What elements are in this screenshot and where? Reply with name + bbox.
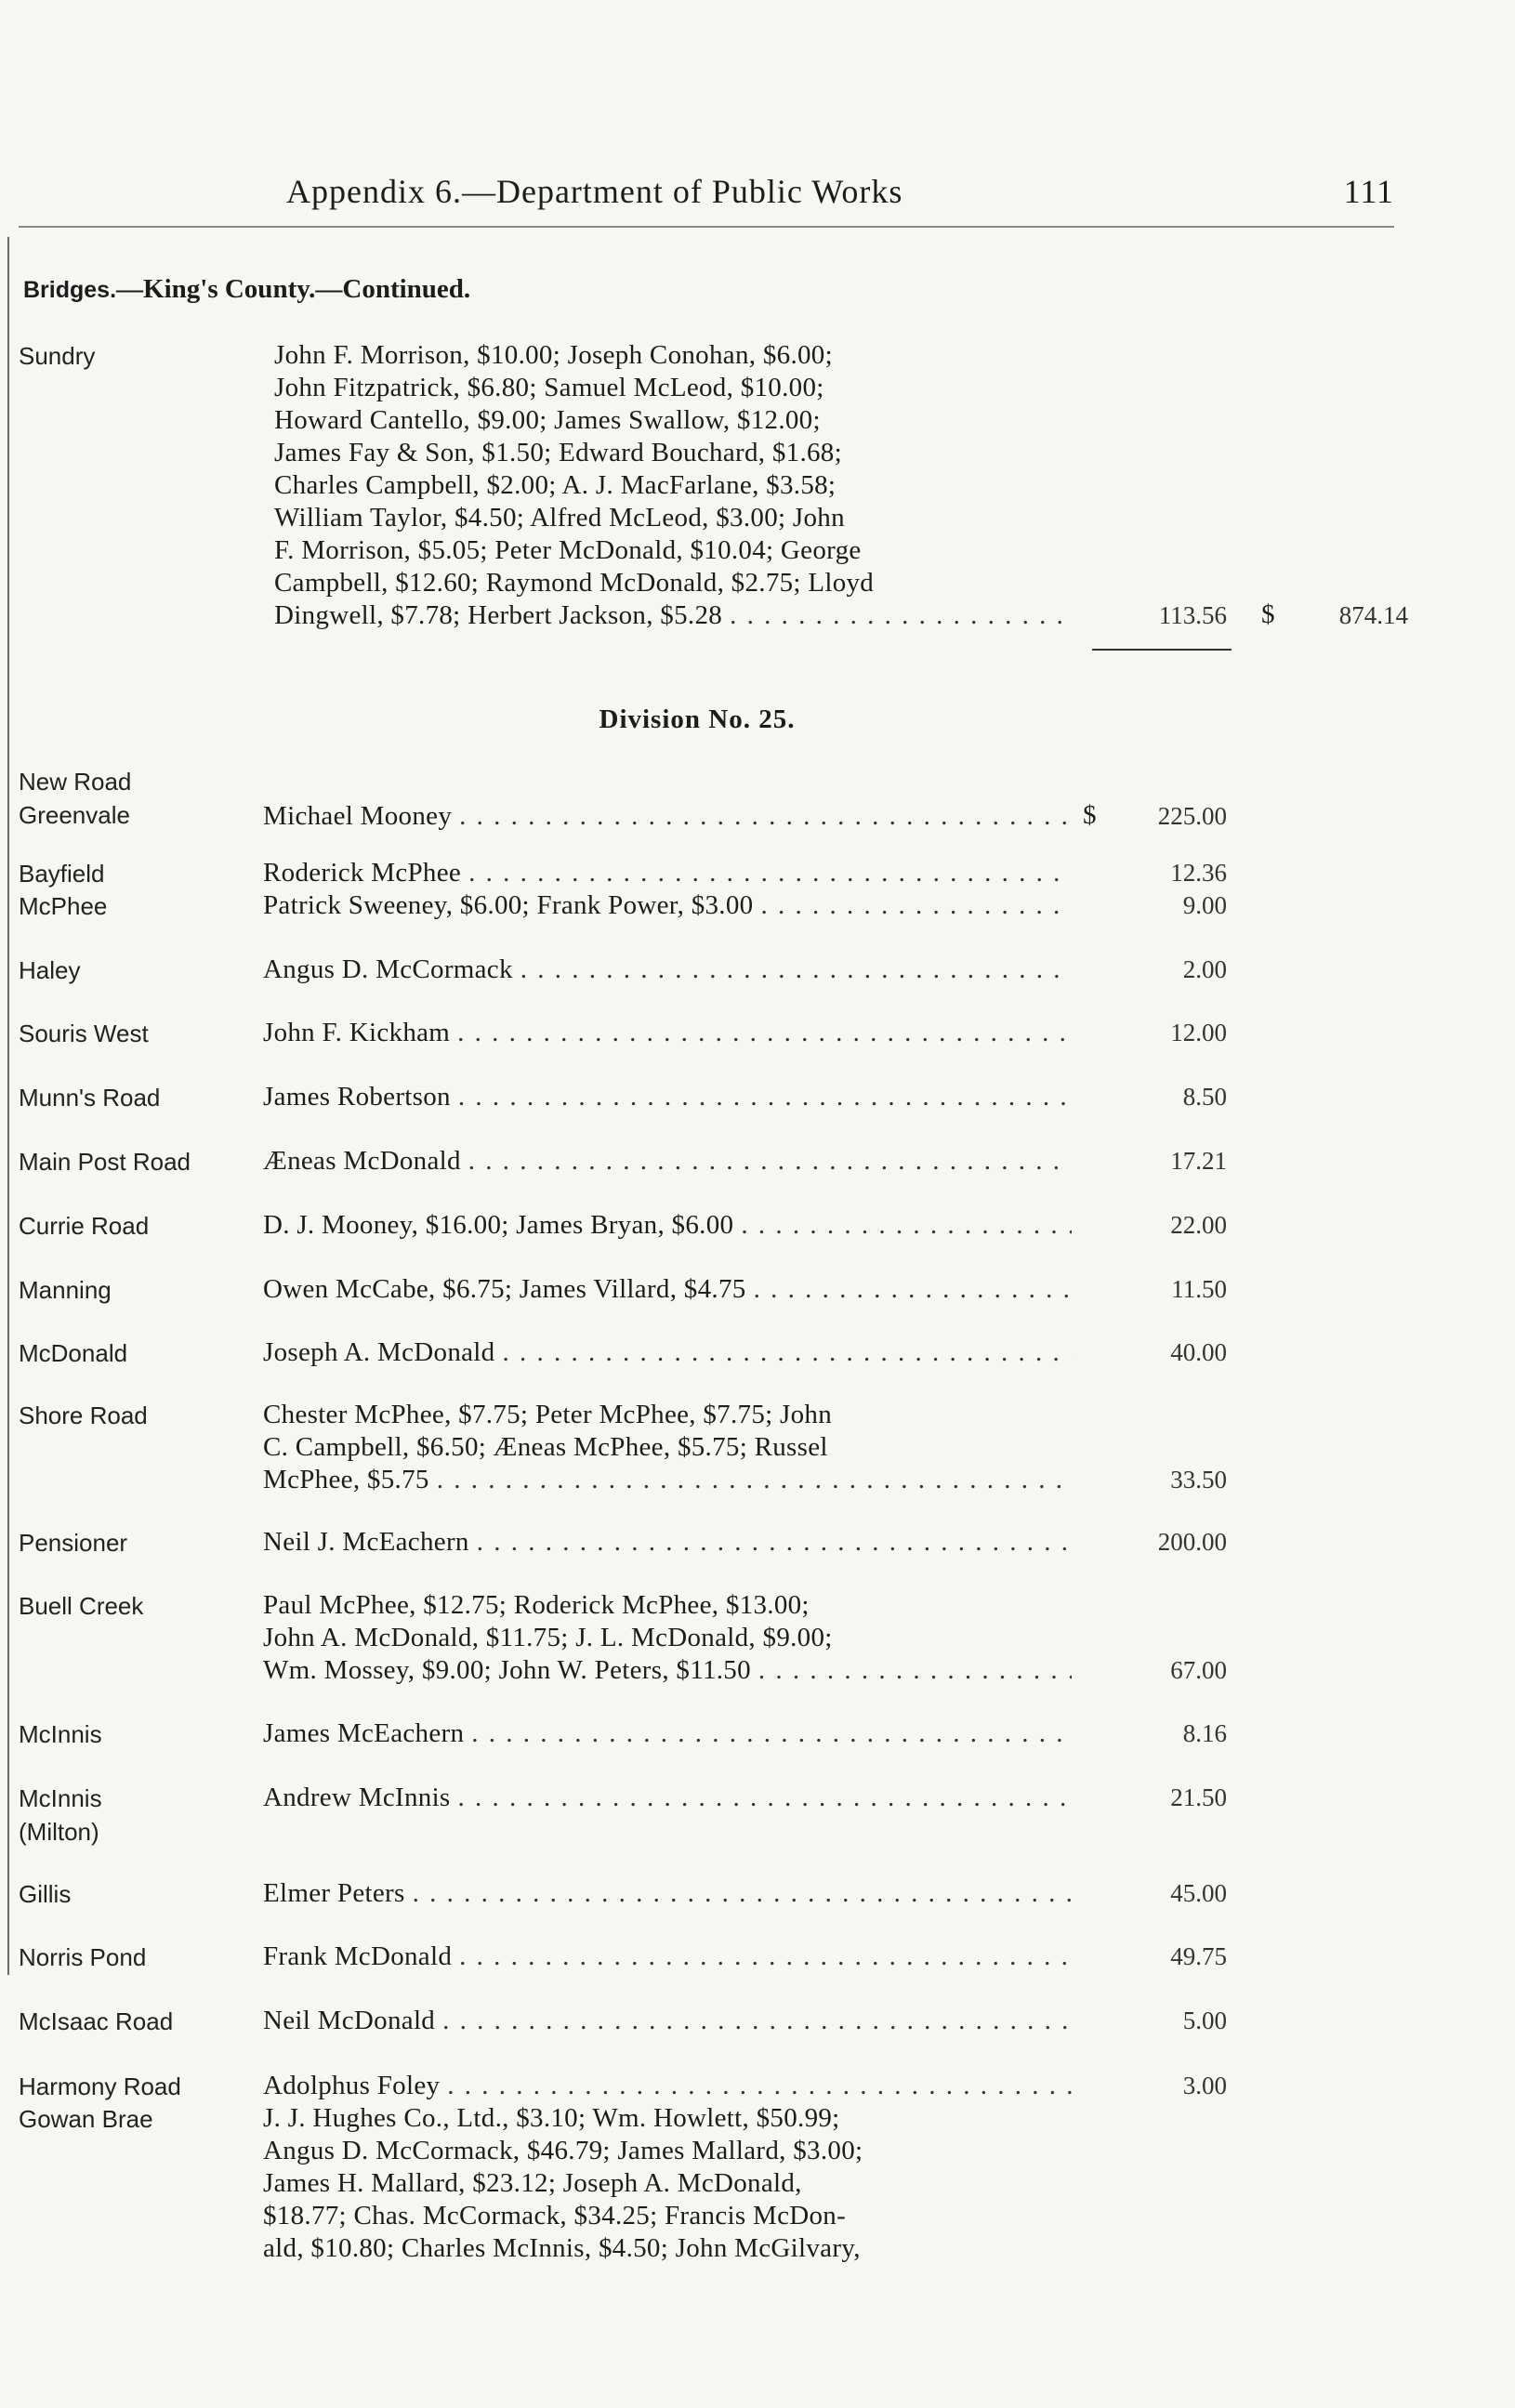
names-last-line <box>274 599 1074 632</box>
entry-place <box>19 954 232 987</box>
names-last-text: Dingwell, $7.78; Herbert Jackson, $5.28 <box>274 600 723 630</box>
entry-amount: 11.50 <box>1171 1275 1227 1303</box>
names-last-line <box>263 1081 1072 1113</box>
leader-dots <box>447 2070 1072 2102</box>
names-last-text: Andrew McInnis <box>263 1783 451 1812</box>
leader-dots <box>477 1526 1072 1559</box>
names-line: $18.77; Chas. McCormack, $34.25; Francis McDon- <box>263 2201 847 2230</box>
names-line: James Fay & Son, $1.50; Edward Bouchard, $1.68; <box>274 438 842 467</box>
entry-names <box>263 1526 1072 1559</box>
names-last-line <box>263 1526 1072 1559</box>
leader-dots <box>520 954 1072 986</box>
place-line: Souris West <box>19 1020 149 1047</box>
entry-amount: 12.36 <box>1170 859 1227 887</box>
page-number: 111 <box>1343 173 1394 210</box>
entry-amount: 225.00 <box>1157 802 1227 830</box>
entry-place <box>19 857 232 890</box>
names-last-line <box>263 800 1072 833</box>
dollar-sign: $ <box>1083 800 1097 830</box>
place-line: Bayfield <box>19 860 105 888</box>
entry-amount: 113.56 <box>1158 601 1227 629</box>
names-last-text: Elmer Peters <box>263 1878 405 1908</box>
entry-amount: 21.50 <box>1170 1783 1227 1811</box>
entry-names <box>263 1782 1072 1814</box>
entry-place <box>19 1081 232 1114</box>
leader-dots <box>413 1877 1072 1910</box>
leader-dots <box>754 1273 1072 1306</box>
leader-dots <box>758 1654 1072 1687</box>
entry-place <box>19 2005 232 2038</box>
entry-names <box>263 2005 1072 2037</box>
entry-place <box>19 1877 232 1911</box>
names-line: Paul McPhee, $12.75; Roderick McPhee, $13.00; <box>263 1590 810 1620</box>
names-last-text: D. J. Mooney, $16.00; James Bryan, $6.00 <box>263 1210 734 1240</box>
entry-amount: 200.00 <box>1157 1528 1227 1556</box>
names-last-text: Adolphus Foley <box>263 2071 441 2100</box>
names-line: Charles Campbell, $2.00; A. J. MacFarlane, $3.58; <box>274 470 837 500</box>
entry-place <box>19 1782 232 1849</box>
names-line: F. Morrison, $5.05; Peter McDonald, $10.04; George <box>274 535 862 565</box>
entry-names <box>263 1209 1072 1242</box>
names-last-line <box>263 1654 1072 1687</box>
names-last-text: Angus D. McCormack <box>263 954 513 984</box>
entry-names <box>263 800 1072 833</box>
division-heading: Division No. 25. <box>599 704 796 734</box>
running-header <box>286 172 1394 218</box>
names-last-text: Patrick Sweeney, $6.00; Frank Power, $3.00 <box>263 890 754 920</box>
leader-dots <box>741 1209 1072 1242</box>
names-line: C. Campbell, $6.50; Æneas McPhee, $5.75; Russel <box>263 1432 828 1462</box>
entry-amount: 33.50 <box>1170 1466 1227 1493</box>
entry-amount: 67.00 <box>1170 1656 1227 1684</box>
place-line: Pensioner <box>19 1529 128 1557</box>
place-line: Main Post Road <box>19 1148 191 1176</box>
leader-dots <box>442 2005 1072 2037</box>
leader-dots <box>457 1017 1072 1049</box>
names-last-line <box>263 1017 1072 1049</box>
entry-names <box>263 1941 1072 1973</box>
entry-place <box>19 1526 232 1559</box>
entry-place <box>19 1145 232 1178</box>
leader-dots <box>468 1145 1072 1178</box>
names-line: Howard Cantello, $9.00; James Swallow, $12.00; <box>274 405 821 435</box>
entry-amount: 3.00 <box>1182 2072 1227 2099</box>
entry-names <box>263 1273 1072 1306</box>
place-line: Harmony Road <box>19 2072 181 2100</box>
entry-amount: 17.21 <box>1170 1147 1227 1175</box>
names-last-line <box>263 2005 1072 2037</box>
names-line: James H. Mallard, $23.12; Joseph A. McDonald, <box>263 2168 802 2198</box>
names-last-line <box>263 1273 1072 1306</box>
names-line: John F. Morrison, $10.00; Joseph Conohan, $6.00; <box>274 340 833 370</box>
entry-place <box>19 1336 232 1370</box>
leader-dots <box>468 857 1072 889</box>
names-last-line <box>263 954 1072 986</box>
entry-names <box>263 1589 1072 1687</box>
names-line: Campbell, $12.60; Raymond McDonald, $2.75; Lloyd <box>274 568 875 598</box>
place-line: McInnis <box>19 1784 102 1812</box>
entry-amount: 9.00 <box>1182 891 1227 919</box>
place-line: McIsaac Road <box>19 2007 174 2035</box>
place-line: Norris Pond <box>19 1943 147 1971</box>
names-last-text: James McEachern <box>263 1718 465 1748</box>
names-line: John A. McDonald, $11.75; J. L. McDonald, $9.00; <box>263 1623 833 1652</box>
entry-place <box>19 765 232 832</box>
names-last-line <box>263 2070 1072 2102</box>
entry-names <box>263 1081 1072 1113</box>
names-last-line <box>263 1145 1072 1178</box>
entry-amount: 5.00 <box>1182 2007 1227 2034</box>
names-last-line <box>263 1877 1072 1910</box>
leader-dots <box>760 889 1072 922</box>
names-line: John Fitzpatrick, $6.80; Samuel McLeod, $10.00; <box>274 373 824 402</box>
leader-dots <box>458 1081 1072 1113</box>
names-last-text: Joseph A. McDonald <box>263 1337 495 1367</box>
entry-amount: 22.00 <box>1170 1211 1227 1239</box>
place-line: Buell Creek <box>19 1592 144 1620</box>
names-last-text: Michael Mooney <box>263 801 453 831</box>
entry-names <box>263 2070 1072 2102</box>
entry-names <box>263 1717 1072 1750</box>
sum-rule <box>1092 649 1232 651</box>
entry-names <box>263 1399 1072 1496</box>
entry-amount: 12.00 <box>1170 1019 1227 1046</box>
names-last-text: Wm. Mossey, $9.00; John W. Peters, $11.50 <box>263 1655 751 1685</box>
entry-place <box>19 1717 232 1751</box>
entry-amount: 8.16 <box>1182 1719 1227 1747</box>
entry-names <box>263 1145 1072 1178</box>
place-line: McInnis <box>19 1720 102 1748</box>
entry-place <box>19 1941 232 1974</box>
dollar-sign: $ <box>1261 599 1275 629</box>
entry-place <box>19 339 232 373</box>
names-line: J. J. Hughes Co., Ltd., $3.10; Wm. Howlett, $50.99; <box>263 2103 840 2133</box>
entry-place <box>19 2102 232 2136</box>
entry-names <box>263 1877 1072 1910</box>
place-line: Gillis <box>19 1880 72 1908</box>
names-last-text: Neil McDonald <box>263 2006 436 2035</box>
names-line: ald, $10.80; Charles McInnis, $4.50; John McGilvary, <box>263 2233 861 2263</box>
leader-dots <box>502 1336 1072 1369</box>
entry-amount: 2.00 <box>1182 955 1227 983</box>
entry-names <box>263 857 1072 889</box>
names-last-text: James Robertson <box>263 1082 451 1112</box>
header-rule <box>19 226 1394 228</box>
place-line: Haley <box>19 956 81 984</box>
binding-edge-line <box>7 237 9 1975</box>
place-line: McDonald <box>19 1339 128 1367</box>
place-line: Sundry <box>19 342 96 370</box>
entry-place <box>19 1273 232 1307</box>
entry-place <box>19 889 232 923</box>
entry-names <box>263 1336 1072 1369</box>
names-line: Chester McPhee, $7.75; Peter McPhee, $7.75; John <box>263 1400 833 1429</box>
leader-dots <box>437 1464 1072 1496</box>
place-line: Shore Road <box>19 1401 148 1429</box>
entry-amount: 8.50 <box>1182 1083 1227 1111</box>
entry-names <box>274 339 1074 632</box>
entry-amount: 49.75 <box>1170 1942 1227 1970</box>
entry-place <box>19 1589 232 1623</box>
entry-names <box>263 2102 1072 2265</box>
names-last-line <box>263 1336 1072 1369</box>
entry-place <box>19 1017 232 1050</box>
place-line: Greenvale <box>19 801 130 829</box>
names-last-text: Roderick McPhee <box>263 858 462 888</box>
names-last-line <box>263 889 1072 922</box>
names-last-text: Owen McCabe, $6.75; James Villard, $4.75 <box>263 1274 746 1304</box>
entry-place <box>19 2070 232 2103</box>
names-line: William Taylor, $4.50; Alfred McLeod, $3.00; John <box>274 503 845 533</box>
continued-heading <box>23 274 470 305</box>
names-last-text: Neil J. McEachern <box>263 1527 469 1557</box>
names-last-line <box>263 1941 1072 1973</box>
entry-names <box>263 954 1072 986</box>
continued-heading-rest: —King's County.—Continued. <box>116 274 471 304</box>
names-line: Angus D. McCormack, $46.79; James Mallard, $3.00; <box>263 2136 863 2165</box>
names-last-text: McPhee, $5.75 <box>263 1465 429 1494</box>
leader-dots <box>471 1717 1072 1750</box>
place-line: Manning <box>19 1276 112 1304</box>
entry-place <box>19 1209 232 1243</box>
place-line: New Road <box>19 768 132 796</box>
place-line: Munn's Road <box>19 1084 161 1112</box>
continued-heading-prefix: Bridges. <box>23 277 117 303</box>
names-last-line <box>263 1782 1072 1814</box>
entry-place <box>19 1399 232 1432</box>
names-last-line <box>263 1717 1072 1750</box>
names-last-line <box>263 857 1072 889</box>
header-title: Appendix 6.—Department of Public Works <box>286 173 903 210</box>
leader-dots <box>459 800 1072 833</box>
entry-names <box>263 889 1072 922</box>
place-line: McPhee <box>19 892 108 920</box>
names-last-line <box>263 1464 1072 1496</box>
names-last-text: Æneas McDonald <box>263 1146 461 1176</box>
place-line: Currie Road <box>19 1212 150 1240</box>
entry-amount: 45.00 <box>1170 1879 1227 1907</box>
entry-names <box>263 1017 1072 1049</box>
entry-amount: 40.00 <box>1170 1338 1227 1366</box>
names-last-text: Frank McDonald <box>263 1941 453 1971</box>
names-last-text: John F. Kickham <box>263 1018 451 1047</box>
running-total: 874.14 <box>1338 601 1408 629</box>
leader-dots <box>458 1782 1072 1814</box>
leader-dots <box>459 1941 1072 1973</box>
place-line: (Milton) <box>19 1818 99 1846</box>
leader-dots <box>730 599 1074 632</box>
names-last-line <box>263 1209 1072 1242</box>
place-line: Gowan Brae <box>19 2105 153 2133</box>
